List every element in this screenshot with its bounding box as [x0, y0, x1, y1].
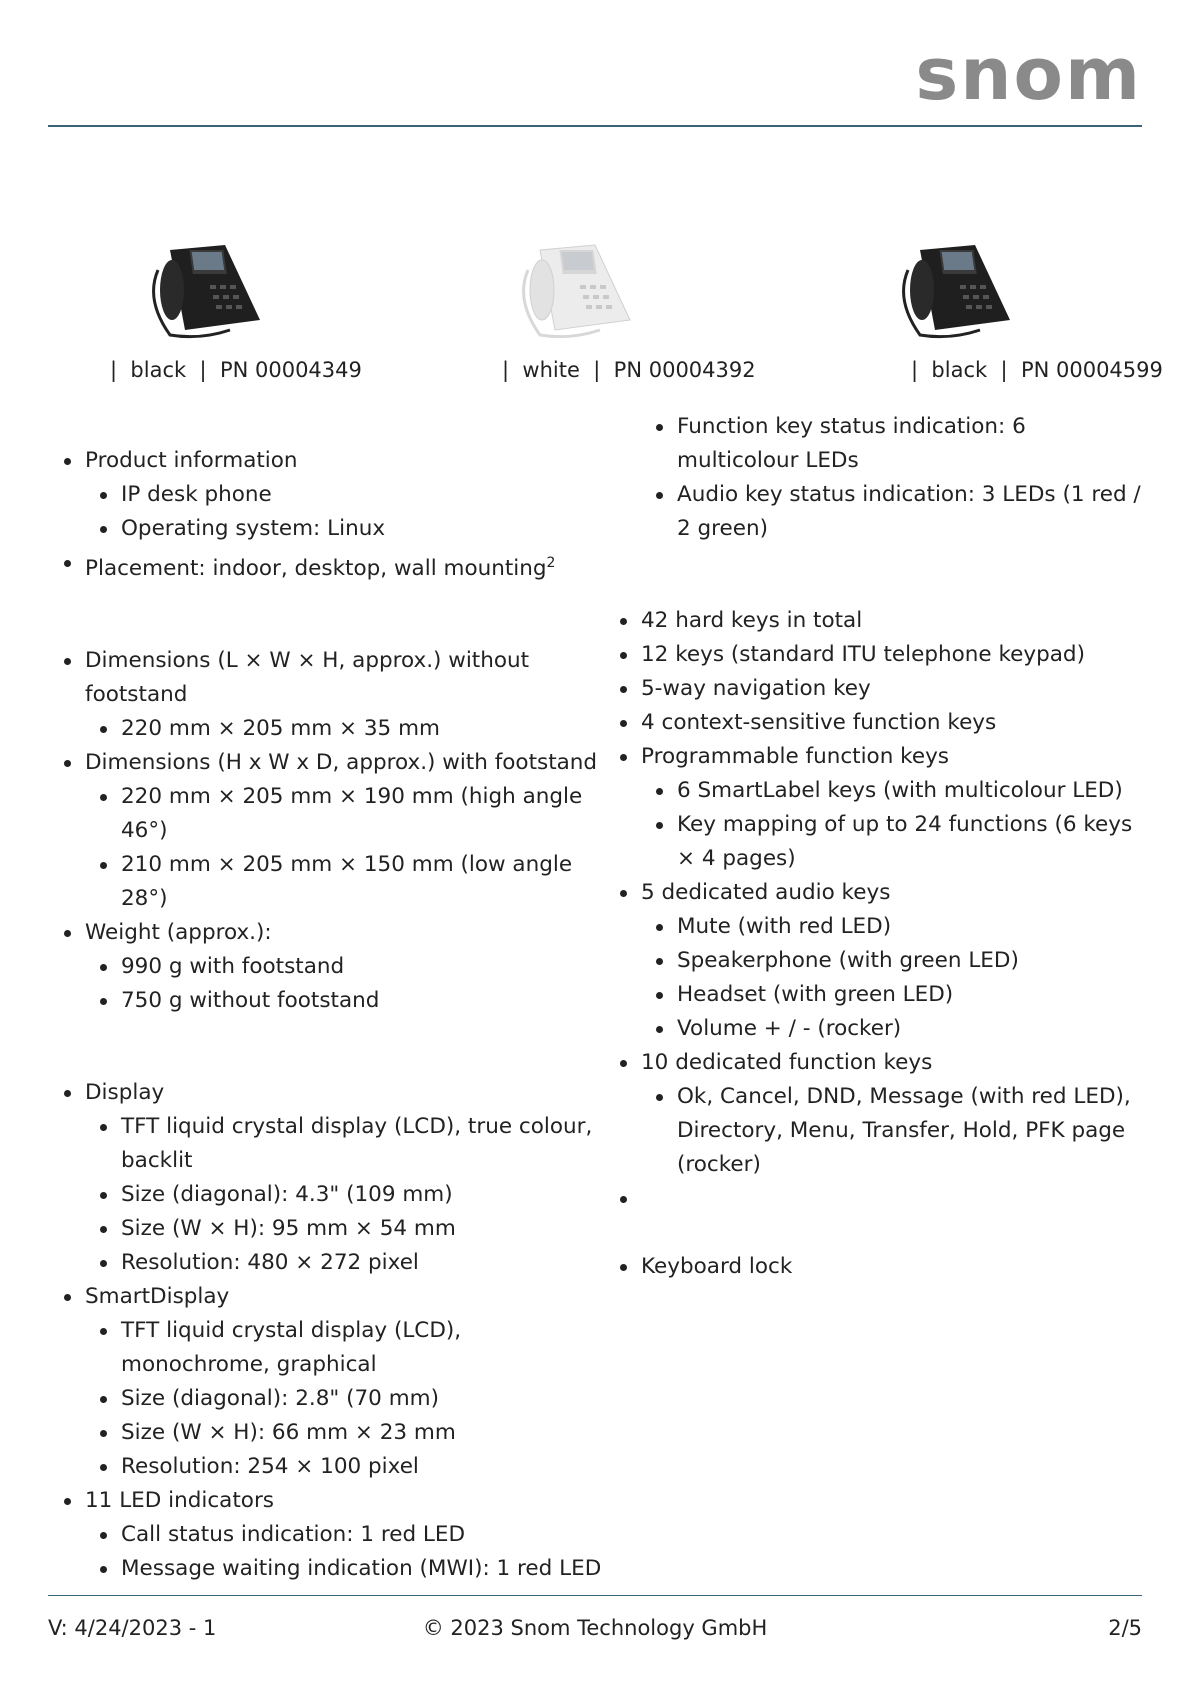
- list-item: 990 g with footstand: [48, 950, 608, 984]
- list-item: TFT liquid crystal display (LCD), true colour, backlit: [48, 1110, 608, 1178]
- list-item-empty: [604, 1182, 1144, 1216]
- list-item: Size (W × H): 66 mm × 23 mm: [48, 1416, 608, 1450]
- right-spec-column: [604, 410, 1144, 1284]
- left-spec-column: [48, 444, 608, 1586]
- spacer: [48, 586, 608, 644]
- spacer: [604, 546, 1144, 604]
- list-item: Dimensions (L × W × H, approx.) without footstand: [48, 644, 608, 712]
- variant-caption: | black | PN 00004349: [110, 358, 362, 382]
- list-item: 750 g without footstand: [48, 984, 608, 1018]
- list-item: 12 keys (standard ITU telephone keypad): [604, 638, 1144, 672]
- footer-copyright: © 2023 Snom Technology GmbH: [422, 1616, 768, 1640]
- footer-version: V: 4/24/2023 - 1: [48, 1616, 217, 1640]
- list-item: Keyboard lock: [604, 1250, 1144, 1284]
- list-item: 11 LED indicators: [48, 1484, 608, 1518]
- list-item: Key mapping of up to 24 functions (6 keys × 4 pages): [604, 808, 1144, 876]
- list-item-placement: [48, 546, 608, 586]
- phone-black-image: [890, 240, 1050, 340]
- list-item: Headset (with green LED): [604, 978, 1144, 1012]
- spacer: [48, 1018, 608, 1076]
- variant-black-00004599: [850, 240, 1180, 382]
- list-item: Size (diagonal): 2.8" (70 mm): [48, 1382, 608, 1416]
- list-item: 5-way navigation key: [604, 672, 1144, 706]
- variant-white-00004392: [470, 240, 800, 382]
- list-item: Resolution: 254 × 100 pixel: [48, 1450, 608, 1484]
- list-item: Volume + / - (rocker): [604, 1012, 1144, 1046]
- list-item: 4 context-sensitive function keys: [604, 706, 1144, 740]
- snom-logo: snom: [915, 32, 1142, 116]
- list-item: Programmable function keys: [604, 740, 1144, 774]
- list-item: Ok, Cancel, DND, Message (with red LED), Directory, Menu, Transfer, Hold, PFK page (rocker): [604, 1080, 1144, 1182]
- list-item: IP desk phone: [48, 478, 608, 512]
- variant-caption: | white | PN 00004392: [502, 358, 756, 382]
- list-item: Audio key status indication: 3 LEDs (1 red / 2 green): [604, 478, 1144, 546]
- footer-page-number: 2/5: [1108, 1616, 1142, 1640]
- list-item: Weight (approx.):: [48, 916, 608, 950]
- phone-black-image: [140, 240, 300, 340]
- list-item: Size (W × H): 95 mm × 54 mm: [48, 1212, 608, 1246]
- list-item: Product information: [48, 444, 608, 478]
- list-item: 42 hard keys in total: [604, 604, 1144, 638]
- list-item: 5 dedicated audio keys: [604, 876, 1144, 910]
- list-item: 210 mm × 205 mm × 150 mm (low angle 28°): [48, 848, 608, 916]
- list-item: Dimensions (H x W x D, approx.) with footstand: [48, 746, 608, 780]
- list-item: Mute (with red LED): [604, 910, 1144, 944]
- phone-white-image: [510, 240, 670, 340]
- footer-divider: [48, 1595, 1142, 1596]
- list-item: Size (diagonal): 4.3" (109 mm): [48, 1178, 608, 1212]
- header-divider: [48, 125, 1142, 127]
- list-item: SmartDisplay: [48, 1280, 608, 1314]
- list-item: 6 SmartLabel keys (with multicolour LED): [604, 774, 1144, 808]
- list-item: Function key status indication: 6 multicolour LEDs: [604, 410, 1144, 478]
- list-item: Speakerphone (with green LED): [604, 944, 1144, 978]
- list-item: Message waiting indication (MWI): 1 red LED: [48, 1552, 608, 1586]
- spacer: [604, 1216, 1144, 1250]
- variant-caption: | black | PN 00004599: [911, 358, 1163, 382]
- list-item: 220 mm × 205 mm × 35 mm: [48, 712, 608, 746]
- list-item: 10 dedicated function keys: [604, 1046, 1144, 1080]
- list-item: Call status indication: 1 red LED: [48, 1518, 608, 1552]
- footnote-marker: 2: [546, 555, 556, 571]
- variant-black-00004349: [100, 240, 430, 382]
- list-item: Operating system: Linux: [48, 512, 608, 546]
- list-item: Resolution: 480 × 272 pixel: [48, 1246, 608, 1280]
- list-item: 220 mm × 205 mm × 190 mm (high angle 46°): [48, 780, 608, 848]
- placement-text: Placement: indoor, desktop, wall mounting: [85, 556, 547, 582]
- list-item: Display: [48, 1076, 608, 1110]
- list-item: TFT liquid crystal display (LCD), monochrome, graphical: [48, 1314, 608, 1382]
